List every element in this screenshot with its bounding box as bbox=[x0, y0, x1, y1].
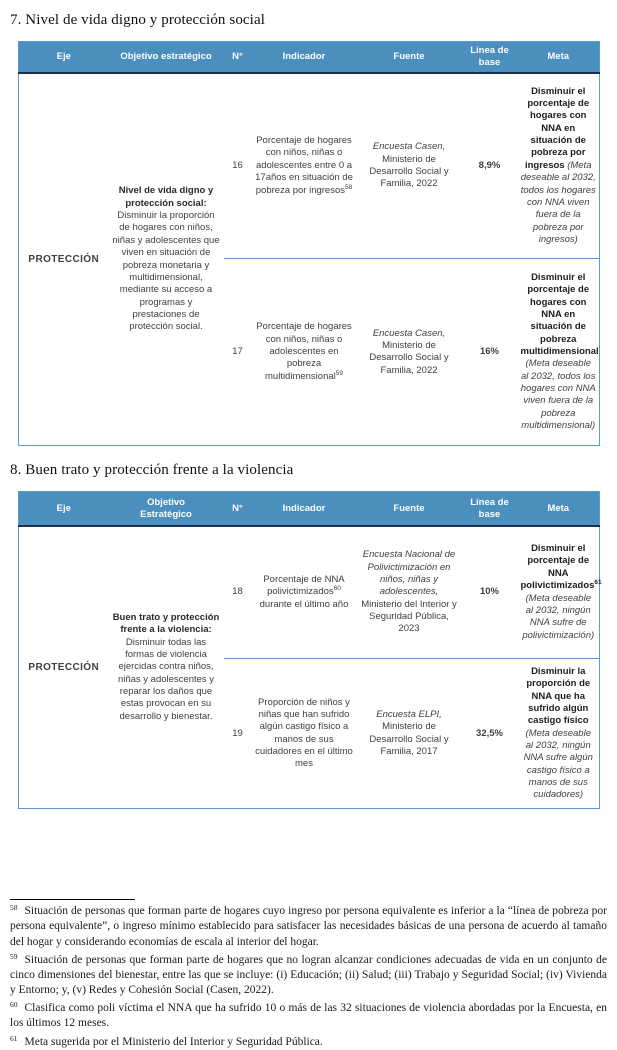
table2-col-objetivo-label: Objetivo Estratégico bbox=[140, 496, 192, 520]
fuente-institution: Ministerio de Desarrollo Social y Familia, 2022 bbox=[369, 153, 449, 190]
meta-desirable-note: (Meta deseable al 2032, ningún NNA sufre de polivictimización) bbox=[522, 592, 595, 641]
indicador-text: Porcentaje de NNA polivictimizados bbox=[263, 573, 345, 598]
table2-col-linea-base: Línea de base bbox=[462, 492, 518, 526]
table-buen-trato bbox=[18, 491, 600, 809]
fuente-survey-name: Encuesta Casen, bbox=[372, 327, 446, 339]
indicador-cell bbox=[252, 259, 357, 446]
table1-col-meta: Meta bbox=[518, 42, 600, 73]
meta-main-text: Disminuir el porcentaje de hogares con NNA en situación de pobreza multidimensional bbox=[520, 272, 599, 358]
numero-cell: 16 bbox=[232, 159, 243, 171]
indicador-text: Porcentaje de hogares con niños, niñas o adolescentes entre 0 a 17años en situación de pobreza por ingresos bbox=[255, 135, 353, 196]
footnote-ref-60: 60 bbox=[333, 585, 341, 593]
table2-col-fuente: Fuente bbox=[357, 492, 462, 526]
indicador-cell bbox=[252, 73, 357, 259]
numero-cell: 17 bbox=[224, 259, 252, 446]
table1-col-objetivo: Objetivo estratégico bbox=[109, 42, 224, 73]
table1-col-indicador: Indicador bbox=[252, 42, 357, 73]
meta-cell bbox=[518, 73, 600, 259]
section-8-heading: 8. Buen trato y protección frente a la violencia bbox=[10, 462, 294, 479]
table2-col-objetivo bbox=[109, 492, 224, 526]
footnote-60-text: Clasifica como poli víctima el NNA que ha sufrido 10 o más de las 32 situaciones de violencia abordadas por la Encuesta, en los últimos 12 meses. bbox=[10, 1002, 607, 1030]
fuente-cell bbox=[357, 659, 462, 809]
footnotes-section bbox=[10, 899, 607, 1050]
fuente-institution: Ministerio de Desarrollo Social y Familia, 2022 bbox=[369, 339, 449, 376]
meta-main-text: Disminuir el porcentaje de NNA polivictimizados bbox=[520, 543, 595, 592]
fuente-survey-name: Encuesta Casen, bbox=[372, 141, 446, 153]
table2-col-meta: Meta bbox=[518, 492, 600, 526]
table1-col-numero: N° bbox=[224, 42, 252, 73]
eje-cell: PROTECCIÓN bbox=[28, 254, 100, 265]
indicador-text-tail: durante el último año bbox=[259, 598, 349, 610]
fuente-survey-name: Encuesta ELPI, bbox=[376, 709, 442, 721]
fuente-cell bbox=[357, 73, 462, 259]
fuente-survey-name: Encuesta Nacional de Polivictimización en niños, niñas y adolescentes, bbox=[362, 549, 456, 598]
footnote-ref-58: 58 bbox=[345, 183, 353, 191]
table2-header-row bbox=[19, 492, 600, 526]
footnote-61-number: 61 bbox=[10, 1033, 18, 1043]
footnote-58 bbox=[10, 904, 607, 950]
fuente-institution: Ministerio de Desarrollo Social y Familia, 2017 bbox=[369, 721, 449, 758]
objetivo-title: Buen trato y protección frente a la violencia: bbox=[112, 611, 220, 636]
fuente-cell bbox=[357, 259, 462, 446]
footnote-ref-59: 59 bbox=[335, 369, 343, 377]
footnote-58-number: 58 bbox=[10, 903, 18, 913]
footnote-59-text: Situación de personas que forman parte de hogares que no logran alcanzar condiciones adecuadas de vida en un conjunto de cinco dimensiones del bienestar, entre las que se incluye: (i) Educación; (ii) Salud; (iii) Trabajo y Seguridad Social; (iv) Vivienda y Entorno; y, (v) Redes y Cohesión Social (Casen, 2022). bbox=[10, 953, 607, 997]
footnote-59 bbox=[10, 953, 607, 999]
objetivo-description: Disminuir todas las formas de violencia ejercidas contra niños, niñas y adolescentes y reparar los daños que estas provocan en su desarrollo y bienestar. bbox=[117, 636, 215, 722]
eje-cell: PROTECCIÓN bbox=[28, 662, 100, 673]
linea-base-cell: 16% bbox=[462, 259, 518, 446]
table-row-indicator-16 bbox=[19, 73, 600, 259]
footnote-60-number: 60 bbox=[10, 1000, 18, 1010]
fuente-institution: Ministerio del Interior y Seguridad Pública, 2023 bbox=[361, 598, 457, 635]
footnote-separator-rule bbox=[10, 899, 135, 900]
indicador-text: Porcentaje de hogares con niños, niñas o adolescentes en pobreza multidimensional bbox=[256, 321, 352, 382]
meta-cell bbox=[518, 259, 600, 446]
footnote-61-text: Meta sugerida por el Ministerio del Interior y Seguridad Pública. bbox=[24, 1035, 323, 1048]
numero-cell: 18 bbox=[232, 586, 243, 598]
table1-col-fuente: Fuente bbox=[357, 42, 462, 73]
numero-cell: 19 bbox=[224, 659, 252, 809]
table-nivel-de-vida bbox=[18, 41, 600, 446]
linea-base-cell: 10% bbox=[479, 586, 499, 598]
table-row-indicator-18 bbox=[19, 526, 600, 659]
objetivo-estrategico-cell bbox=[109, 73, 224, 446]
table2-col-numero: N° bbox=[224, 492, 252, 526]
table1-col-linea-base: Línea de base bbox=[462, 42, 518, 73]
footnote-59-number: 59 bbox=[10, 951, 18, 961]
table2-col-indicador: Indicador bbox=[252, 492, 357, 526]
table2-col-eje: Eje bbox=[19, 492, 109, 526]
fuente-cell bbox=[357, 526, 462, 659]
indicador-cell bbox=[252, 659, 357, 809]
objetivo-title: Nivel de vida digno y protección social: bbox=[118, 185, 214, 209]
section-7-heading: 7. Nivel de vida digno y protección social bbox=[10, 12, 265, 28]
footnote-61 bbox=[10, 1035, 607, 1050]
linea-base-cell: 8,9% bbox=[478, 159, 501, 171]
meta-cell bbox=[518, 526, 600, 659]
meta-main-text: Disminuir la proporción de NNA que ha sufrido algún castigo físico bbox=[526, 665, 591, 727]
linea-base-cell: 32,5% bbox=[462, 659, 518, 809]
indicador-cell bbox=[252, 526, 357, 659]
meta-desirable-note: (Meta deseable al 2032, todos los hogares con NNA viven fuera de la pobreza multidimensional) bbox=[520, 358, 596, 432]
footnote-60 bbox=[10, 1001, 607, 1031]
meta-main-text: Disminuir el porcentaje de hogares con NNA en situación de pobreza por ingresos bbox=[524, 85, 590, 171]
footnote-58-text: Situación de personas que forman parte de hogares cuyo ingreso por persona equivalente es inferior a la “línea de pobreza por persona equivalente”, o ingreso mínimo establecido para satisfacer las necesidades básicas de una persona de acuerdo al tamaño del hogar y considerando economías de escala al interior del hogar. bbox=[10, 905, 607, 948]
table1-header-row bbox=[19, 42, 600, 73]
footnote-ref-61: 61 bbox=[594, 579, 602, 586]
indicador-text: Proporción de niños y niñas que han sufrido algún castigo físico a manos de sus cuidadores en el último mes bbox=[255, 696, 353, 770]
meta-cell bbox=[518, 659, 600, 809]
objetivo-description: Disminuir la proporción de hogares con niños, niñas y adolescentes que viven en situación de pobreza monetaria y multidimensional, mediante su acceso a programas y prestaciones de protección social. bbox=[112, 210, 220, 333]
meta-desirable-note: (Meta deseable al 2032, todos los hogares con NNA viven fuera de la pobreza por ingresos) bbox=[520, 159, 596, 245]
meta-desirable-note: (Meta deseable al 2032, ningún NNA sufre algún castigo físico a manos de sus cuidadores) bbox=[523, 727, 593, 801]
table1-col-eje: Eje bbox=[19, 42, 109, 73]
objetivo-estrategico-cell bbox=[109, 526, 224, 809]
